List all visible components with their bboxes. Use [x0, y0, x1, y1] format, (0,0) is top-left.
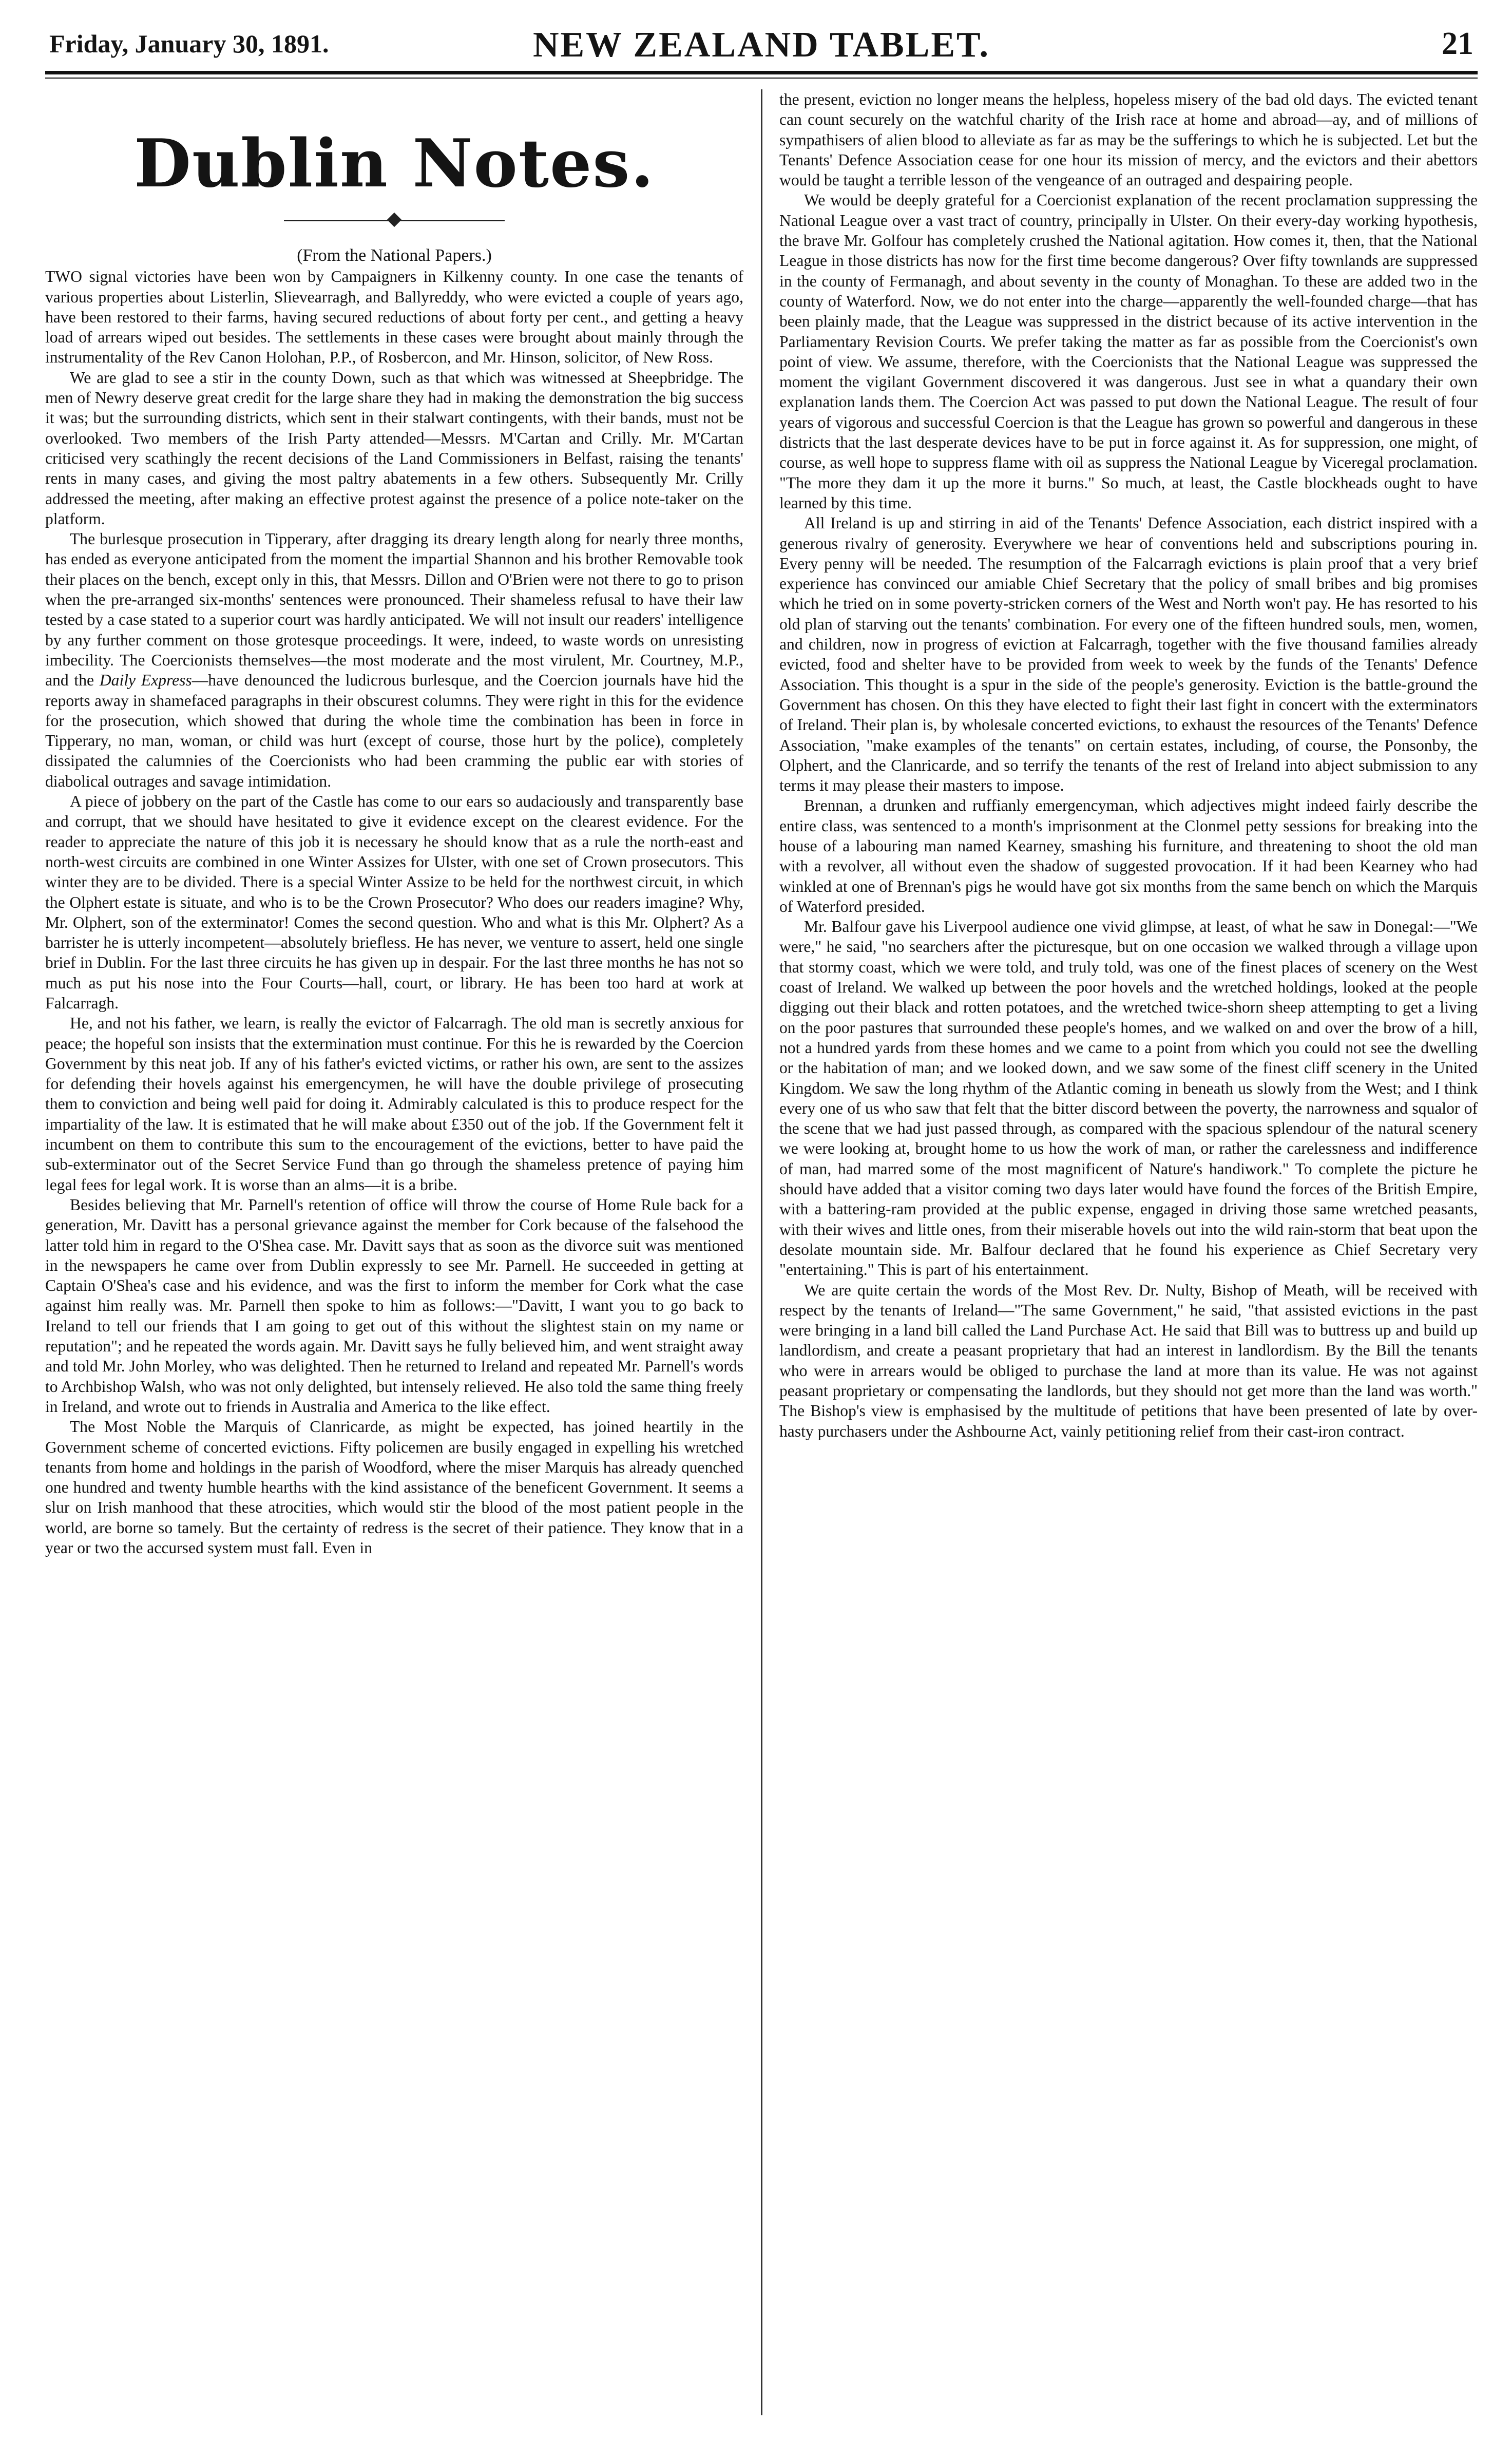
article-paragraph: We are quite certain the words of the Most Rev. Dr. Nulty, Bishop of Meath, will be received with respect by the tenants of Ireland—"The same Government," he said, "that assisted evictions in the past were bringing in a land bill called the Land Purchase Act. He said that Bill was to buttress up and build up landlordism, and create a peasant proprietary that had an interest in landlordism. By the Bill the tenants who were in arrears would be obliged to purchase the land at more than its value. He was not against peasant proprietary or compensating the landlords, but they should not get more than the land was worth." The Bishop's view is emphasised by the multitude of petitions that have been presented of late by over-hasty purchasers under the Ashbourne Act, vainly petitioning relief from their cast-iron contract. — [779, 1281, 1478, 1440]
right-column — [779, 89, 1478, 2415]
diamond-ornament-icon — [387, 213, 401, 227]
masthead-rule-thin — [45, 78, 1478, 79]
column-divider — [761, 89, 762, 2415]
masthead — [45, 23, 1478, 69]
left-column-body — [45, 266, 743, 1558]
article-source: (From the National Papers.) — [297, 246, 492, 265]
article-paragraph: Brennan, a drunken and ruffianly emergencyman, which adjectives might indeed fairly describe the entire class, was sentenced to a month's imprisonment at the Clonmel petty sessions for breaking into the house of a labouring man named Kearney, smashing his furniture, and threatening to shoot the old man with a revolver, all without even the shadow of suggested provocation. If it had been Kearney who had winkled at one of Brennan's pigs he would have got six months from the same bench on which the Marquis of Waterford presided. — [779, 796, 1478, 915]
left-column — [45, 89, 743, 2415]
right-column-body — [779, 89, 1478, 1441]
newspaper-title: NEW ZEALAND TABLET. — [532, 25, 990, 65]
article-paragraph: We would be deeply grateful for a Coercionist explanation of the recent proclamation suppressing the National League over a vast tract of country, principally in Ulster. On their every-day working hypothesis, the brave Mr. Golfour has completely crushed the National agitation. How comes it, then, that the National League in those districts has now for the first time become dangerous? Over fifty townlands are suppressed in the county of Fermanagh, and about seventy in the county of Monaghan. To these are added two in the county of Waterford. Now, we do not enter into the charge—apparently the well-founded charge—that has been plainly made, that the League was suppressed in the district because of its active intervention in the Parliamentary Revision Courts. We prefer taking the matter as far as possible from the Coercionist's own point of view. We assume, therefore, with the Coercionists that the National League was suppressed the moment the vigilant Government discovered it was dangerous. Just see in what a quandary their own explanation lands them. The Coercion Act was passed to put down the National League. The result of four years of vigorous and successful Coercion is that the League has grown so powerful and dangerous in these districts that the last desperate devices have to be put in force against it. As for suppression, one might, of course, as well hope to suppress flame with oil as suppress the National League by Viceregal proclamation. "The more they dam it up the more it burns." So much, at least, the Castle blockheads ought to have learned by this time. — [779, 191, 1478, 512]
article-paragraph: The burlesque prosecution in Tipperary, after dragging its dreary length along for nearly three months, has ended as everyone anticipated from the moment the impartial Shannon and his brother Removable took their places on the bench, except only in this, that Messrs. Dillon and O'Brien were not there to go to prison when the pre-arranged six-months' sentences were pronounced. Their shameless refusal to have their law tested by a case stated to a superior court was hardly anticipated. We will not insult our readers' intelligence by any further comment on those grotesque proceedings. It were, indeed, to waste words on unresisting imbecility. The Coercionists themselves—the most moderate and the most virulent, Mr. Courtney, M.P., and the Daily Express—have denounced the ludicrous burlesque, and the Coercion journals have hid the reports away in shamefaced paragraphs in their obscurest columns. They were right in this for the evidence for the prosecution, which showed that during the whole time the combination has been in force in Tipperary, no man, woman, or child was hurt (except of course, those hurt by the police), completely dissipated the calumnies of the Coercionists who had been cramming the public ear with stories of diabolical outrages and savage intimidation. — [45, 530, 743, 790]
article-headline: Dublin Notes. — [134, 125, 655, 202]
article-paragraph: We are glad to see a stir in the county Down, such as that which was witnessed at Sheepbridge. The men of Newry deserve great credit for the large share they had in making the demonstration the big success it was; but the surrounding districts, which sent in their stalwart contingents, with their bands, must not be overlooked. Two members of the Irish Party attended—Messrs. M'Cartan and Crilly. Mr. M'Cartan criticised very scathingly the recent decisions of the Land Commissioners in Belfast, raising the tenants' rents in many cases, and giving the most paltry abatements in a few others. Subsequently Mr. Crilly addressed the meeting, after making an effective protest against the presence of a police note-taker on the platform. — [45, 368, 743, 528]
article-paragraph: Mr. Balfour gave his Liverpool audience one vivid glimpse, at least, of what he saw in Donegal:—"We were," he said, "no searchers after the picturesque, but on one occasion we walked through a village upon that stormy coast, which we were told, and truly told, was one of the finest places of scenery on the West coast of Ireland. We walked up between the poor hovels and the wretched holdings, looked at the people digging out their black and rotten potatoes, and the wretched twice-shorn sheep attempting to get a living on the poor pastures that surrounded these people's homes, and we walked on and over the brow of a hill, not a hundred yards from these homes and we came to a point from which you could not see the dwelling or the habitation of man; and we looked down, and we saw some of the finest cliff scenery in the United Kingdom. We saw the long rhythm of the Atlantic coming in beneath us slowly from the West; and I think every one of us who saw that felt that the bitter discord between the poverty, the narrowness and squalor of the scene that we had just passed through, as compared with the spacious splendour of the natural scenery we were looking at, brought home to us how the work of man, or rather the carelessness and indifference of man, had marred some of the most magnificent of Nature's handiwork." To complete the picture he should have added that a visitor coming two days later would have found the forces of the British Empire, with a battering-ram provided at the public expense, engaged in driving those same wretched peasants, with their wives and little ones, from their miserable hovels out into the wild rain-storm that beat upon the desolate mountain side. Mr. Balfour declared that he found his experience as Chief Secretary very "entertaining." This is part of his entertainment. — [779, 918, 1478, 1279]
masthead-rule-thick — [45, 71, 1478, 74]
headline-ornament-rule — [284, 213, 505, 228]
article-paragraph: All Ireland is up and stirring in aid of the Tenants' Defence Association, each district inspired with a generous rivalry of generosity. Everywhere we hear of conventions held and subscriptions pouring in. Every penny will be needed. The resumption of the Falcarragh evictions is plain proof that a very brief experience has convinced our amiable Chief Secretary that the policy of small bribes and big promises which he tried on in some poverty-stricken corners of the West and North won't pay. He has resorted to his old plan of starving out the tenants' combination. For every one of the fifteen hundred souls, men, women, and children, now in progress of eviction at Falcarragh, together with the five thousand families already evicted, food and shelter have to be provided from week to week by the funds of the Tenants' Defence Association. This thought is a spur in the side of the people's generosity. Eviction is the battle-ground the Government has chosen. On this they have elected to fight their last fight in concert with the exterminators of Ireland. Their plan is, by wholesale concerted evictions, to exhaust the resources of the Tenants' Defence Association, "make examples of the tenants" on certain estates, including, of course, the Ponsonby, the Olphert, and the Clanricarde, and so terrify the tenants of the rest of Ireland into abject submission to any terms it may please their masters to impose. — [779, 514, 1478, 795]
article-paragraph: A piece of jobbery on the part of the Castle has come to our ears so audaciously and transparently base and corrupt, that we should have hesitated to give it evidence except on the clearest evidence. For the reader to appreciate the nature of this job it is necessary he should know that as a rule the north-east and north-west circuits are combined in one Winter Assizes for Ulster, with one set of Crown prosecutors. This winter they are to be divided. There is a special Winter Assize to be held for the northwest circuit, in which the Olphert estate is situate, and who is to be the Crown Prosecutor? Who does our readers imagine? Why, Mr. Olphert, son of the exterminator! Comes the second question. Who and what is this Mr. Olphert? As a barrister he is utterly incompetent—absolutely briefless. He has never, we venture to assert, held one single brief in Dublin. For the last three circuits he has given up in despair. For the last three months he has not so much as put his nose into the Four Courts—hall, court, or library. He has been too hard at work at Falcarragh. — [45, 792, 743, 1012]
page-number: 21 — [1442, 26, 1473, 61]
article-paragraph: The Most Noble the Marquis of Clanricarde, as might be expected, has joined heartily in the Government scheme of concerted evictions. Fifty policemen are busily engaged in expelling his wretched tenants from home and holdings in the parish of Woodford, where the miser Marquis has already quenched one hundred and twenty humble hearths with the kind assistance of the beneficent Government. It seems a slur on Irish manhood that these atrocities, which would stir the blood of the most patient people in the world, are borne so tamely. But the certainty of redress is the secret of their patience. They know that in a year or two the accursed system must fall. Even in — [45, 1418, 743, 1557]
issue-date: Friday, January 30, 1891. — [49, 29, 329, 58]
newspaper-page — [45, 23, 1478, 2426]
article-paragraph: He, and not his father, we learn, is really the evictor of Falcarragh. The old man is secretly anxious for peace; the hopeful son insists that the extermination must continue. For this he is rewarded by the Coercion Government by this neat job. If any of his father's evicted victims, or rather his own, are sent to the assizes for defending their hovels against his emergencymen, he will have the double privilege of prosecuting them to conviction and being well paid for doing it. Admirably calculated is this to produce respect for the impartiality of the law. It is estimated that he will make about £350 out of the job. If the Government felt it incumbent on them to contribute this sum to the encouragement of the evictions, better to have paid the sub-exterminator out of the Secret Service Fund than go through the shameless pretence of paying him legal fees for legal work. It is worse than an alms—it is a bribe. — [45, 1014, 743, 1194]
article-paragraph: TWO signal victories have been won by Campaigners in Kilkenny county. In one case the tenants of various properties about Listerlin, Slievearragh, and Ballyreddy, who were evicted a couple of years ago, have been restored to their farms, having secured reductions of about forty per cent., and getting a heavy load of arrears wiped out besides. The settlements in these cases were brought about mainly through the instrumentality of the Rev Canon Holohan, P.P., of Rosbercon, and Mr. Hinson, solicitor, of New Ross. — [45, 268, 743, 367]
article-paragraph: Besides believing that Mr. Parnell's retention of office will throw the course of Home Rule back for a generation, Mr. Davitt has a personal grievance against the member for Cork because of the falsehood the latter told him in regard to the O'Shea case. Mr. Davitt says that as soon as the divorce suit was mentioned in the newspapers he came over from Dublin expressly to see Mr. Parnell. He succeeded in getting at Captain O'Shea's case and his evidence, and was the first to inform the member for Cork what the case against him really was. Mr. Parnell then spoke to him as follows:—"Davitt, I want you to go back to Ireland to tell our friends that I am going to get out of this without the slightest stain on my name or reputation"; and he repeated the words again. Mr. Davitt says he fully believed him, and went straight away and told Mr. John Morley, who was delighted. Then he returned to Ireland and repeated Mr. Parnell's words to Archbishop Walsh, who was not only delighted, but intensely relieved. He also told the same thing freely in Ireland, and wrote out to friends in Australia and America to the like effect. — [45, 1195, 743, 1416]
article-paragraph: the present, eviction no longer means the helpless, hopeless misery of the bad old days. The evicted tenant can count securely on the watchful charity of the Irish race at home and abroad—ay, and of millions of sympathisers of alien blood to alleviate as far as may be the sufferings to which he is subjected. Let but the Tenants' Defence Association cease for one hour its mission of mercy, and the evictors and their abettors would be taught a terrible lesson of the vengeance of an outraged and despairing people. — [779, 90, 1478, 189]
